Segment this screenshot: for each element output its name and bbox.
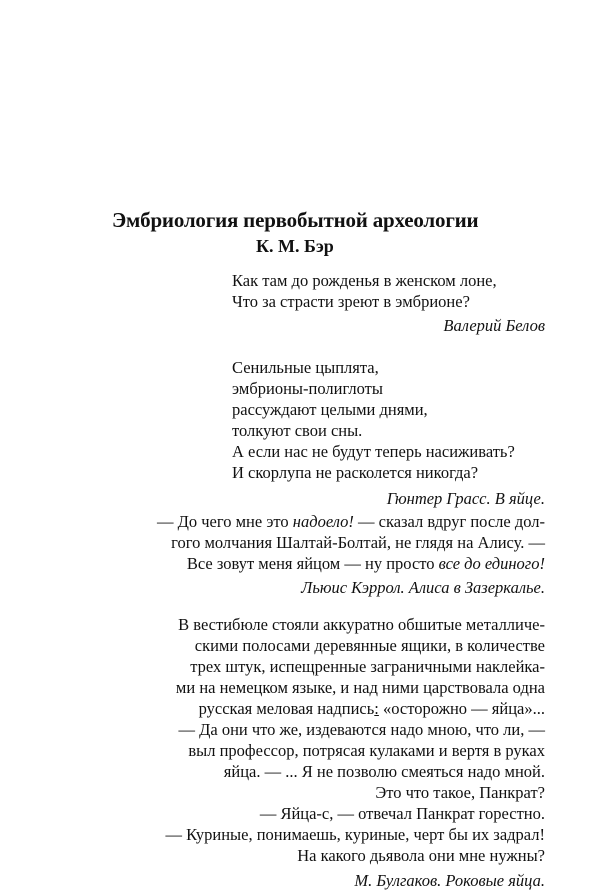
epigraph-attribution: Гюнтер Грасс. В яйце. — [386, 489, 545, 508]
poem-line: эмбрионы-полиглоты — [232, 379, 383, 398]
text-run: «осторожно — яйца»... — [378, 699, 545, 718]
prose-line: яйца. — ... Я не позволю смеяться надо мной. — [223, 762, 545, 781]
prose-line: — Яйца-с, — отвечал Панкрат горестно. — [259, 804, 545, 823]
poem-line: А если нас не будут теперь насиживать? — [232, 442, 515, 461]
underlined-colon: : — [374, 699, 379, 718]
prose-line — [150, 698, 545, 719]
chapter-author: К. М. Бэр — [256, 236, 334, 256]
prose-line: гого молчания Шалтай-Болтай, не глядя на Алису. — — [171, 533, 545, 552]
epigraph-grass — [232, 357, 545, 509]
prose-line: Это что такое, Панкрат? — [375, 783, 545, 802]
poem-line: толкуют свои сны. — [232, 421, 363, 440]
epigraph-belov — [232, 270, 545, 336]
poem-line: Сенильные цыплята, — [232, 358, 379, 377]
prose-line — [150, 553, 545, 574]
poem-line: Что за страсти зреют в эмбрионе? — [232, 292, 470, 311]
text-run: — До чего мне это — [157, 512, 293, 531]
emphasis-text: надоело! — [292, 512, 354, 531]
poem-line: И скорлупа не расколется никогда? — [232, 463, 479, 482]
prose-line: выл профессор, потрясая кулаками и вертя в руках — [188, 741, 545, 760]
text-run: русская меловая надпись — [198, 699, 375, 718]
epigraph-attribution: М. Булгаков. Роковые яйца. — [354, 871, 545, 890]
prose-line: трех штук, испещренные заграничными наклейка- — [190, 657, 545, 676]
emphasis-text: все до единого! — [438, 554, 545, 573]
poem-line: Как там до рожденья в женском лоне, — [232, 271, 497, 290]
prose-line: — Да они что же, издеваются надо мною, что ли, — — [178, 720, 545, 739]
prose-line: ми на немецком языке, и над ними царствовала одна — [175, 678, 545, 697]
text-run: — сказал вдруг после дол- — [353, 512, 545, 531]
epigraph-bulgakov — [150, 614, 545, 891]
epigraph-carroll — [150, 511, 545, 598]
epigraph-attribution: Льюис Кэррол. Алиса в Зазеркалье. — [301, 578, 545, 597]
chapter-title: Эмбриология первобытной археологии — [112, 208, 479, 232]
text-run: Все зовут меня яйцом — ну просто — [186, 554, 439, 573]
epigraph-attribution: Валерий Белов — [443, 316, 545, 335]
poem-line: рассуждают целыми днями, — [232, 400, 428, 419]
prose-line: — Куриные, понимаешь, куриные, черт бы их задрал! — [165, 825, 545, 844]
prose-line: В вестибюле стояли аккуратно обшитые металличе- — [178, 615, 545, 634]
prose-line: скими полосами деревянные ящики, в количестве — [194, 636, 545, 655]
prose-line — [150, 511, 545, 532]
prose-line: На какого дьявола они мне нужны? — [297, 846, 545, 865]
